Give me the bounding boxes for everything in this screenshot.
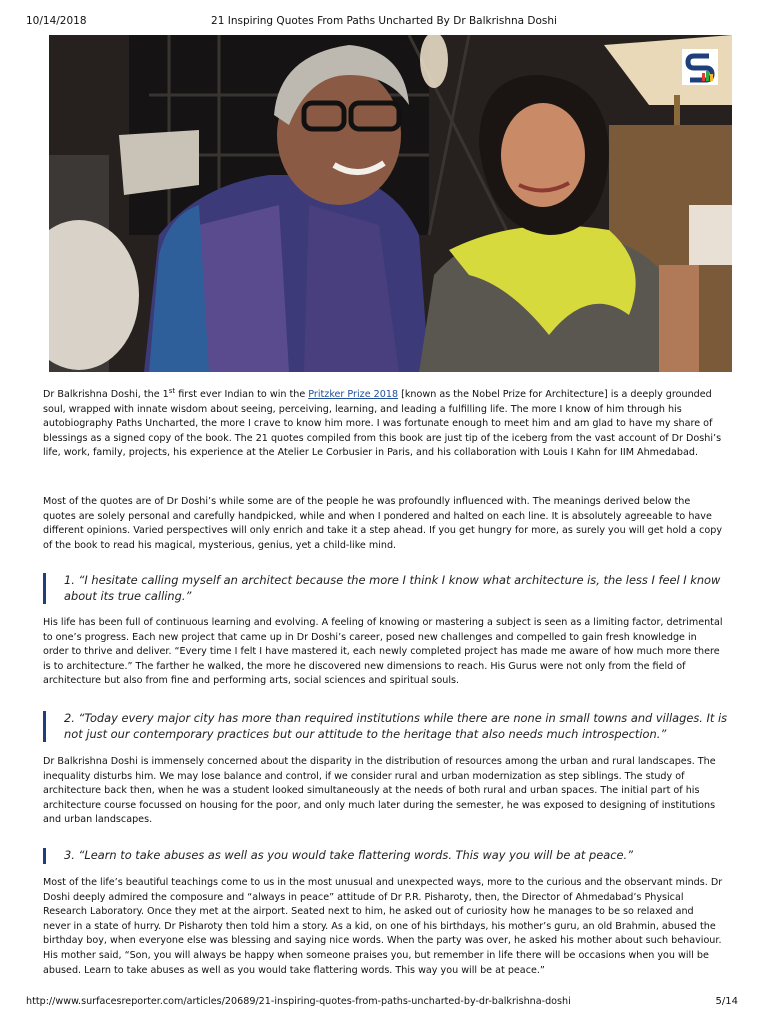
footer-url: http://www.surfacesreporter.com/articles/20689/21-inspiring-quotes-from-paths-uncharted-by-dr-balkrishna-doshi — [26, 996, 571, 1007]
quote-3: 3. “Learn to take abuses as well as you would take flattering words. This way you will be at peace.” — [43, 848, 734, 864]
paragraph-quote-2-meaning: Dr Balkrishna Doshi is immensely concerned about the disparity in the distribution of resources among the urban and rural landscapes. The inequality disturbs him. We may lose balance and control, if we consider rural and urban modernization as step siblings. The study of architecture back then, when he was a student looked simultaneously at the needs of both rural and urban spaces. The initial part of his architecture course focussed on housing for the poor, and only much later during the semester, he was exposed to designing of institutions and urban landscapes. — [43, 756, 716, 826]
ordinal-suffix: st — [168, 386, 176, 395]
page-number: 5/14 — [715, 996, 738, 1007]
paragraph-quote-1-meaning: His life has been full of continuous learning and evolving. A feeling of knowing or mastering a subject is seen as a limiting factor, detrimental to one’s progress. Each new project that came up in Dr Doshi’s career, posed new challenges and compelled to gain fresh knowledge in order to thrive and deliver. “Every time I felt I have mastered it, each newly completed project has made me aware of how much more there is to architecture.” The farther he walked, the more he discovered new dimensions to reach. His Gurus were not only from the field of architecture but also from fine and performing arts, social sciences and spiritual souls. — [43, 617, 723, 687]
intro-text-rest: [known as the Nobel Prize for Architecture] is a deeply grounded soul, wrapped with innate wisdom about seeing, perceiving, learning, and leading a fulfilling life. The more I know of him through his autobiography Paths Uncharted, the more I crave to know him more. I was fortunate enough to meet him and am glad to have my share of blessings as a signed copy of the book. The 21 quotes compiled from this book are just tip of the iceberg from the vast account of Dr Doshi’s life, work, family, projects, his experience at the Atelier Le Corbusier in Paris, and his collaboration with Louis I Kahn for IIM Ahmedabad. — [43, 389, 722, 459]
page-title: 21 Inspiring Quotes From Paths Uncharted By Dr Balkrishna Doshi — [211, 15, 557, 27]
quote-2: 2. “Today every major city has more than required institutions while there are none in small towns and villages. It is not just our contemporary practices but our attitude to the heritage that also needs much introspection.” — [43, 711, 734, 742]
paragraph-about-quotes: Most of the quotes are of Dr Doshi’s while some are of the people he was profoundly influenced with. The meanings derived below the quotes are solely personal and carefully handpicked, while and when I pondered and halted on each line. It is absolutely agreeable to have different opinions. Varied perspectives will only enrich and take it a step ahead. If you get hungry for more, as surely you will get hold a copy of the book to read his magical, mysterious, genius, yet a child-like mind. — [43, 496, 723, 551]
paragraph-intro — [43, 388, 723, 461]
intro-text-start: Dr Balkrishna Doshi, the 1 — [43, 389, 169, 400]
print-date: 10/14/2018 — [26, 15, 87, 27]
surfaces-reporter-logo-icon — [682, 49, 718, 85]
paragraph-quote-3-meaning: Most of the life’s beautiful teachings come to us in the most unusual and unexpected ways, more to the curious and the observant minds. Dr Doshi deeply admired the composure and “always in peace” attitude of Dr P.R. Pisharoty, then, the Director of Ahmedabad’s Physical Research Laboratory. Once they met at the airport. Seated next to him, he asked out of curiosity how he manages to be so relaxed and never in a state of hurry. Dr Pisharoty then told him a story. As a kid, on one of his birthdays, his mother’s guru, an old Brahmin, abused the birthday boy, when everyone else was blessing and saying nice words. When the party was over, he asked his mother about such behaviour. His mother said, “Son, you will always be happy when someone praises you, but remember in life there will be occasions when you will be abused. Learn to take abuses as well as you would take flattering words. This way you will be at peace.” — [43, 877, 723, 976]
article-photo — [49, 35, 732, 372]
pritzker-prize-link[interactable]: Pritzker Prize 2018 — [308, 389, 399, 400]
photo-illustration — [49, 35, 732, 372]
quote-1: 1. “I hesitate calling myself an architect because the more I think I know what architecture is, the less I feel I know about its true calling.” — [43, 573, 734, 604]
intro-text-mid: first ever Indian to win the — [175, 389, 309, 400]
